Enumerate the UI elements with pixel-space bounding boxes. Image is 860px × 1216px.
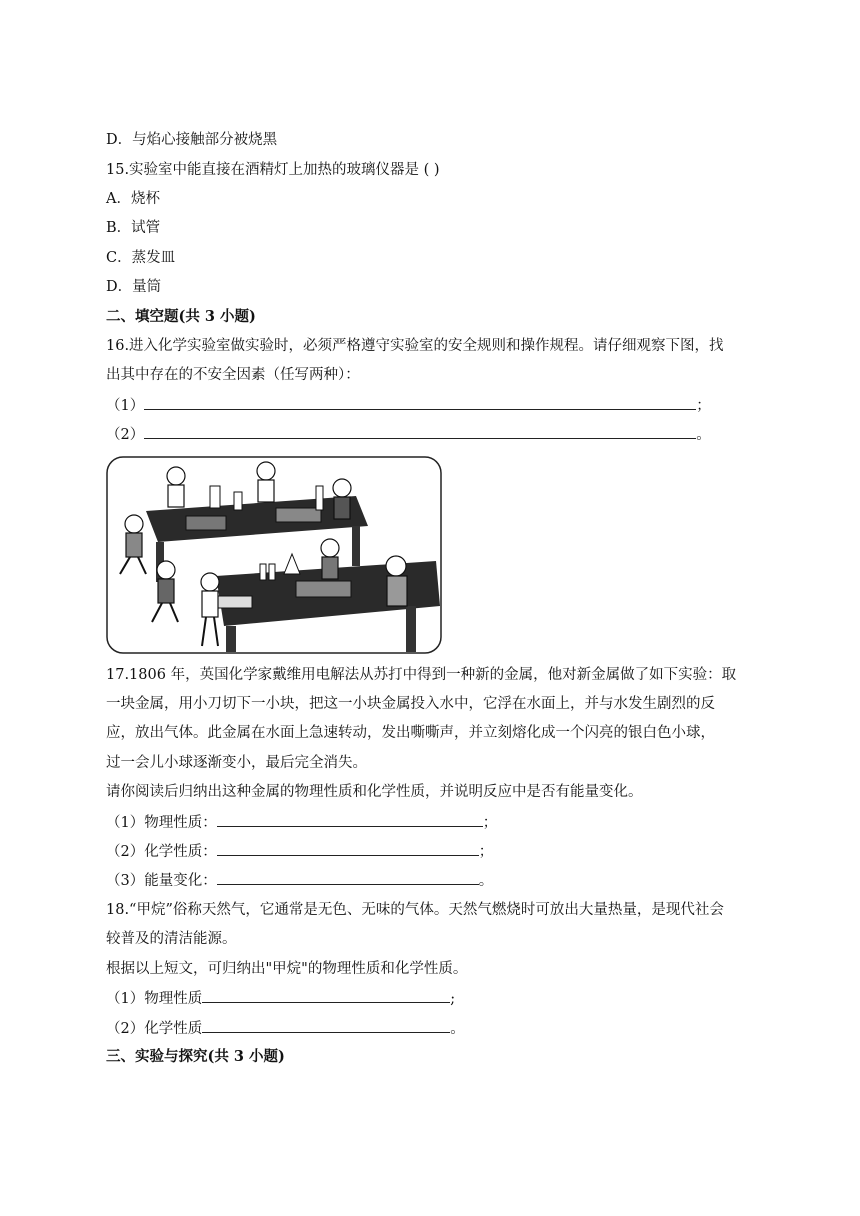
q15-option-d: D．量筒 <box>106 279 162 295</box>
q18-item-chemical <box>106 1018 465 1039</box>
q17-para-line4: 过一会儿小球逐渐变小，最后完全消失。 <box>106 755 367 771</box>
q15-option-c: C．蒸发皿 <box>106 250 176 266</box>
q18-item-physical <box>106 988 455 1009</box>
q16-answer-1-blank[interactable] <box>144 395 696 410</box>
q18-item-chemical-label: （2）化学性质 <box>106 1021 203 1037</box>
q15-option-b: B．试管 <box>106 220 161 236</box>
q17-item-energy <box>106 870 493 891</box>
q18-item-physical-end: ; <box>450 991 456 1007</box>
q17-para-line2: 一块金属，用小刀切下一小块，把这一小块金属投入水中，它浮在水面上，并与水发生剧烈的反 <box>106 696 715 712</box>
q15-stem: 15.实验室中能直接在酒精灯上加热的玻璃仪器是 ( ) <box>106 162 440 178</box>
q17-item-chemical-label: （2）化学性质： <box>106 844 217 860</box>
q17-item-energy-end: 。 <box>478 873 494 889</box>
q18-item-physical-label: （1）物理性质 <box>106 991 203 1007</box>
q17-item-physical-label: （1）物理性质： <box>106 815 217 831</box>
q17-item-chemical-end: ； <box>478 844 494 860</box>
q17-item-energy-label: （3）能量变化： <box>106 873 217 889</box>
q16-answer-1-end: ； <box>696 398 711 414</box>
q17-item-physical <box>106 812 497 833</box>
q18-para-line2: 较普及的清洁能源。 <box>106 931 237 947</box>
q18-item-chemical-blank[interactable] <box>202 1018 450 1033</box>
q17-instruction: 请你阅读后归纳出这种金属的物理性质和化学性质，并说明反应中是否有能量变化。 <box>106 784 643 800</box>
q16-answer-1-label: （1） <box>106 398 145 414</box>
q17-para-line1: 17.1806 年，英国化学家戴维用电解法从苏打中得到一种新的金属，他对新金属做了如下实验：取 <box>106 667 737 683</box>
q18-para-line1: 18.“甲烷”俗称天然气，它通常是无色、无味的气体。天然气燃烧时可放出大量热量，是现代社会 <box>106 902 724 918</box>
q17-item-physical-end: ； <box>482 815 498 831</box>
q18-item-physical-blank[interactable] <box>202 988 450 1003</box>
q16-answer-1 <box>106 395 711 416</box>
q16-stem-line2: 出其中存在的不安全因素（任写两种）： <box>106 367 360 383</box>
q17-item-chemical-blank[interactable] <box>217 841 479 856</box>
q17-item-energy-blank[interactable] <box>217 870 479 885</box>
q16-stem-line1: 16.进入化学实验室做实验时，必须严格遵守实验室的安全规则和操作规程。请仔细观察下图，找 <box>106 338 724 354</box>
q18-item-chemical-end: 。 <box>450 1021 465 1037</box>
q17-item-chemical <box>106 841 493 862</box>
q18-instruction: 根据以上短文，可归纳出"甲烷"的物理性质和化学性质。 <box>106 961 468 977</box>
q17-item-physical-blank[interactable] <box>217 812 483 827</box>
q16-answer-2-label: （2） <box>106 427 145 443</box>
lab-safety-illustration <box>106 456 442 654</box>
q16-answer-2-blank[interactable] <box>144 424 696 439</box>
section-heading-experiment: 三、实验与探究(共 3 小题) <box>106 1048 285 1065</box>
q16-answer-2 <box>106 424 711 445</box>
section-heading-fill-in: 二、填空题(共 3 小题) <box>106 308 256 325</box>
q14-option-d: D．与焰心接触部分被烧黑 <box>106 132 278 148</box>
q15-option-a: A．烧杯 <box>106 191 160 207</box>
q16-answer-2-end: 。 <box>696 427 711 443</box>
q17-para-line3: 应，放出气体。此金属在水面上急速转动，发出嘶嘶声，并立刻熔化成一个闪亮的银白色小球， <box>106 725 715 741</box>
